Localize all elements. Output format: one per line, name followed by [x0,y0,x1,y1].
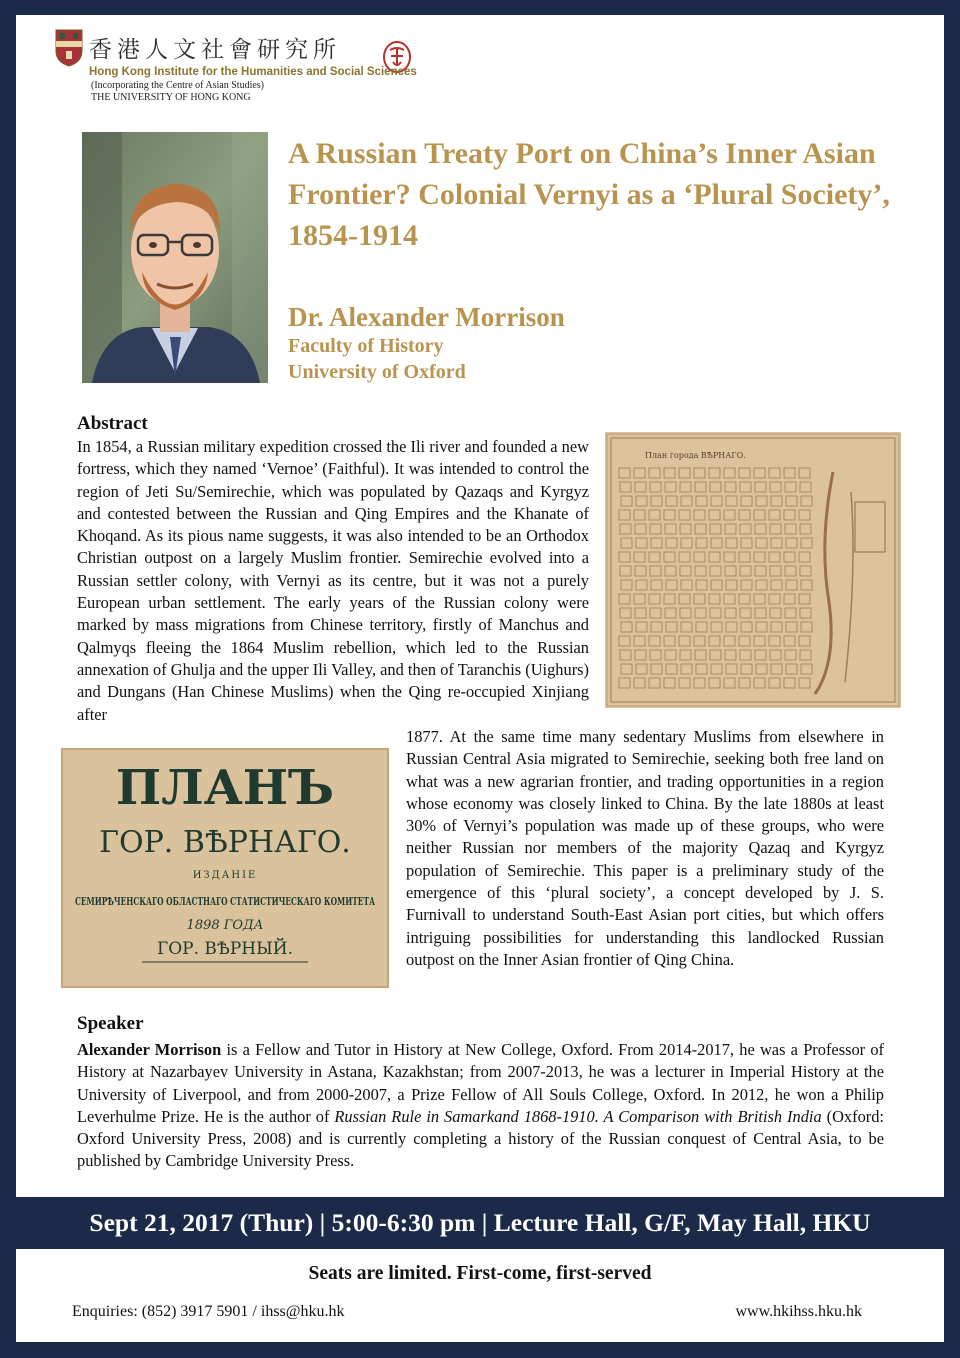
plan-line4: СЕМИРѢЧЕНСКАГО ОБЛАСТНАГО СТАТИСТИЧЕСКАГО КОМИТЕТА [75,894,376,908]
speaker-portrait [82,132,268,383]
speaker-bio-book-title: Russian Rule in Samarkand 1868-1910. A Comparison with British India [334,1106,822,1126]
speaker-university: University of Oxford [288,361,466,383]
plan-line6: ГОР. ВѢРНЫЙ. [156,939,294,959]
speaker-bio-name: Alexander Morrison [77,1040,222,1059]
plan-line2: ГОР. ВѢРНАГО. [99,825,351,860]
speaker-bio-text1: is a Fellow and Tutor in History at New College, Oxford. From 2014-2017, he was a Professor of History at Nazarbayev University in Astana, Kazakhstan; from 2007-2013, he was a lecturer in Imperial History at the University of Liverpool, and from 2000-2007, a Prize Fellow of All Souls College, Oxford. In 2012, he won a Philip Leverhulme Prize. He is the author of [77,1040,884,1126]
enquiries-contact[interactable]: Enquiries: (852) 3917 5901 / ihss@hku.hk [72,1303,345,1320]
speaker-bio-text2: (Oxford: Oxford University Press, 2008) and is currently completing a history of the Russian conquest of Central Asia, to be published by Cambridge University Press. [77,1106,884,1171]
abstract-text-part1: In 1854, a Russian military expedition crossed the Ili river and founded a new fortress, which they named ‘Vernoe’ (Faithful). It was intended to control the region of Jeti Su/Semirechie, which was populated by Qazaqs and Kyrgyz and contested between the Russian and Qing Empires and the Khanate of Khoqand. As its pious name suggests, it was also intended to be an Orthodox Christian outpost on a largely Muslim frontier. Semirechie evolved into a Russian settler colony, with Vernyi as its centre, but it was not a purely European urban settlement. The early years of the Russian colony were marked by mass migrations from Chinese territory, firstly of Manchus and Qalmyqs fleeing the 1864 Muslim rebellion, which led to the Russian annexation of Ghulja and the upper Ili Valley, and then of Taranchis (Uighurs) and Dungans (Han Chinese Muslims) when the Qing re-occupied Xinjiang after [77,437,589,724]
talk-title: A Russian Treaty Port on China’s Inner Asian Frontier? Colonial Vernyi as a ‘Plural Society’, 1854-1914 [288,137,890,252]
event-band [16,1197,944,1249]
abstract-heading: Abstract [77,413,148,434]
university-name: THE UNIVERSITY OF HONG KONG [91,92,251,103]
plan-line5: 1898 ГОДА [186,918,264,933]
plan-line1: ПЛАНЪ [115,760,335,816]
abstract-text-part2: 1877. At the same time many sedentary Muslims from elsewhere in Russian Central Asia migrated to Semirechie, seeking both free land on what was a new agrarian frontier, and trading opportunities in a region whose economy was closely linked to China. By the late 1880s at least 30% of Vernyi’s population was made up of these groups, who were neither Russian nor members of the majority Qazaq and Kyrgyz population of Semirechie. This paper is a preliminary study of the emergence of this ‘plural society’, a concept developed by J. S. Furnivall to understand South-East Asian port cities, but which offers intriguing possibilities for understanding this landlocked Russian outpost on the Inner Asian frontier of Qing China. [406,727,884,969]
plan-title-page-image [62,749,388,987]
plan-line3: ИЗДАНІЕ [192,870,258,881]
speaker-heading: Speaker [77,1013,144,1034]
website-link[interactable]: www.hkihss.hku.hk [735,1303,862,1320]
institute-english-name: Hong Kong Institute for the Humanities and Social Sciences [89,66,417,78]
map-caption: План города ВѢРНАГО. [645,451,746,460]
seats-note: Seats are limited. First-come, first-served [308,1263,652,1284]
speaker-bio [77,1039,884,1173]
institute-chinese-name: 香港人文社會研究所 [89,37,341,63]
speaker-faculty: Faculty of History [288,335,444,357]
institute-incorporating: (Incorporating the Centre of Asian Studies) [91,80,265,91]
vernyi-city-map-image [605,432,901,708]
speaker-name: Dr. Alexander Morrison [288,302,565,332]
hku-crest-icon [55,29,83,67]
event-details: Sept 21, 2017 (Thur) | 5:00-6:30 pm | Lecture Hall, G/F, May Hall, HKU [89,1208,871,1237]
